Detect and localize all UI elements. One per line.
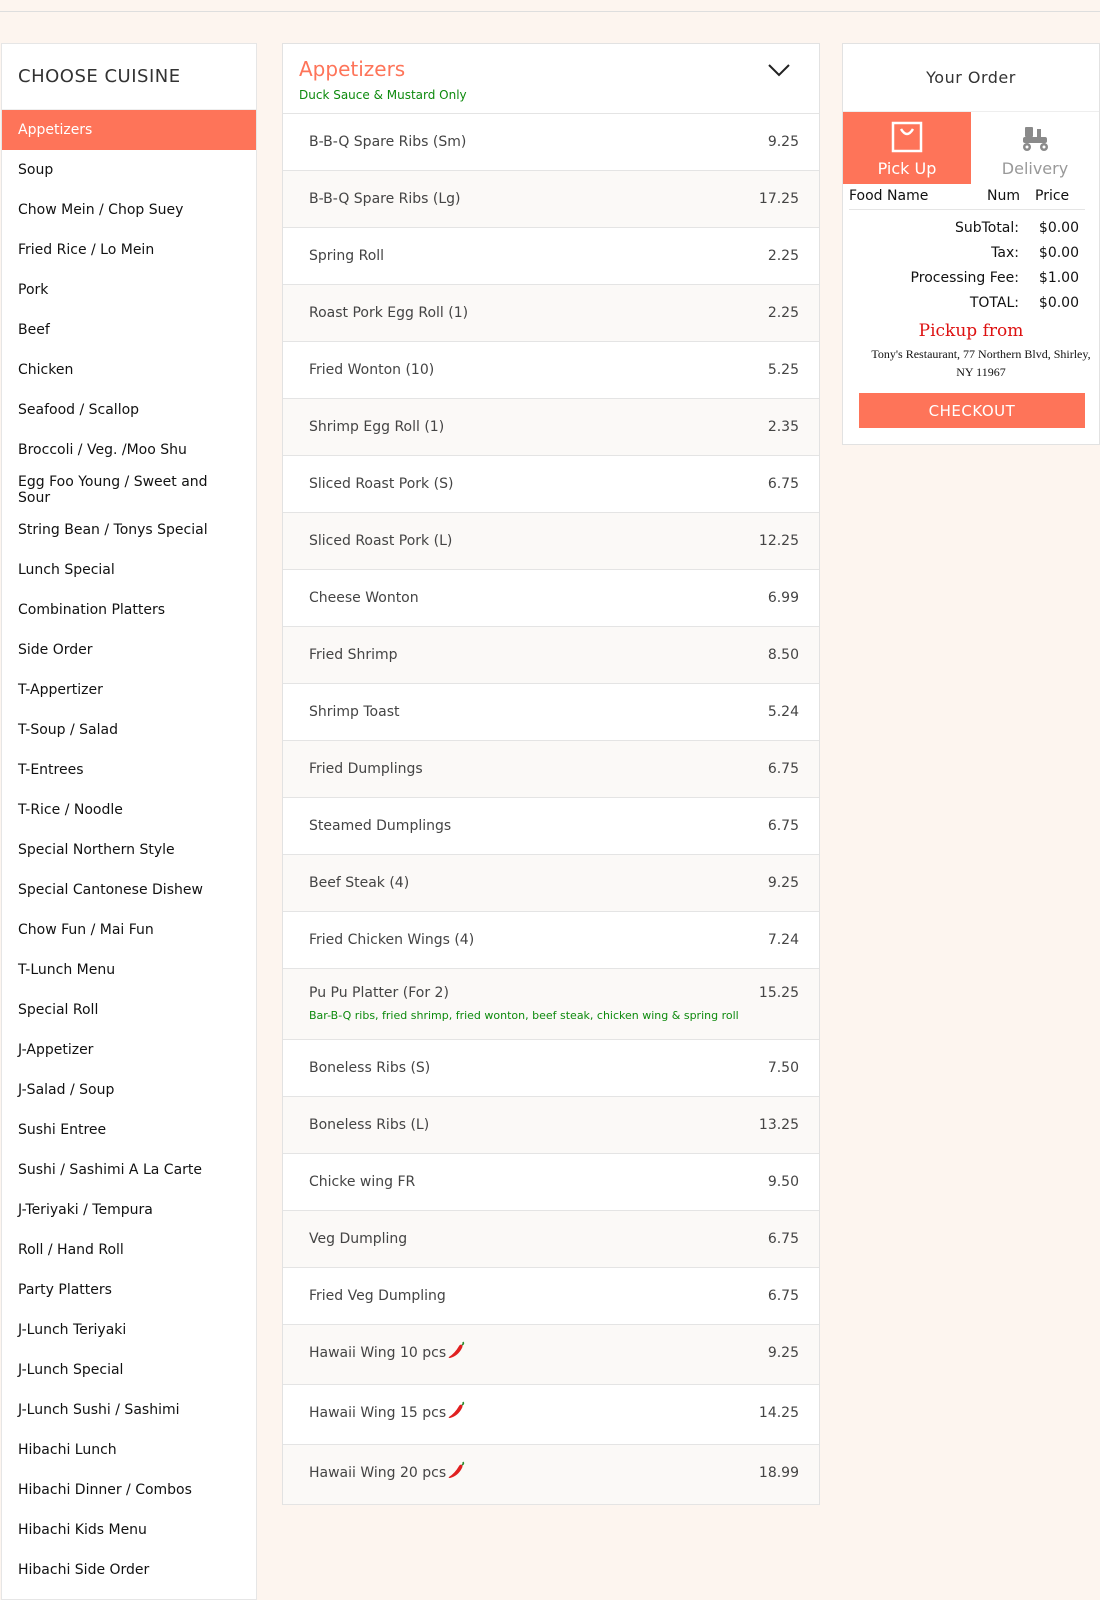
menu-item-row[interactable] [283,285,819,342]
menu-item-info [309,704,399,720]
menu-item-price: 6.75 [767,1231,799,1247]
menu-item-info [309,1288,446,1304]
menu-item-info [309,476,453,492]
sidebar-item[interactable]: Hibachi Dinner / Combos [18,1482,192,1498]
menu-item-name-wrap [309,533,452,549]
menu-item-row[interactable] [283,171,819,228]
menu-item-info [309,590,419,606]
menu-item-name: Fried Wonton (10) [309,362,435,378]
menu-item-price: 9.50 [767,1174,799,1190]
menu-item-row[interactable] [283,570,819,627]
price-header: Price [1035,188,1070,204]
cuisine-list [2,110,256,1590]
menu-item-name-wrap [309,818,451,834]
menu-item-price: 6.99 [767,590,799,606]
menu-item-info [309,1060,430,1076]
menu-item-info [309,1405,467,1421]
menu-item-row[interactable] [283,798,819,855]
menu-item-name: B-B-Q Spare Ribs (Lg) [309,191,461,207]
order-table-header [849,188,1085,210]
sidebar-item[interactable]: Hibachi Kids Menu [18,1522,147,1538]
menu-item-name: B-B-Q Spare Ribs (Sm) [309,134,467,150]
menu-item-name: Spring Roll [309,248,385,264]
order-total-row [843,290,1099,315]
sidebar-item[interactable]: Special Northern Style [18,842,175,858]
sidebar-item[interactable]: Appetizers [2,110,256,150]
sidebar-item[interactable]: T-Entrees [18,762,84,778]
menu-item-name: Fried Shrimp [309,647,398,663]
order-title: Your Order [843,44,1099,112]
menu-item-name-wrap [309,1288,446,1304]
menu-item-info [309,647,398,663]
menu-item-name: Hawaii Wing 15 pcs [309,1405,447,1421]
menu-item-name: Veg Dumpling [309,1231,408,1247]
menu-item-name-wrap [309,191,461,207]
menu-item-name-wrap [309,305,468,321]
sidebar-item[interactable]: Egg Foo Young / Sweet and Sour [18,474,208,506]
menu-item-name-wrap [309,1465,467,1481]
order-panel [842,43,1100,445]
menu-item-name-wrap [309,1231,407,1247]
chili-pepper-icon [447,1460,467,1480]
order-total-label: Processing Fee: [910,269,1019,286]
pickup-heading: Pickup from [918,321,1024,341]
checkout-button[interactable]: CHECKOUT [859,393,1085,428]
sidebar-item[interactable]: J-Lunch Sushi / Sashimi [18,1402,180,1418]
menu-item-name-wrap [309,1117,429,1133]
menu-item-name-wrap [309,1405,467,1421]
menu-item-name: Chicke wing FR [309,1174,416,1190]
menu-item-row[interactable] [283,1385,819,1445]
menu-item-info [309,932,474,948]
menu-item-price: 12.25 [758,533,799,549]
menu-item-name-wrap [309,1174,415,1190]
sidebar-item[interactable]: Lunch Special [18,562,115,578]
sidebar-item[interactable]: Roll / Hand Roll [18,1242,124,1258]
menu-item-price: 8.50 [767,647,799,663]
menu-item-name: Roast Pork Egg Roll (1) [309,305,469,321]
sidebar-item[interactable]: Hibachi Lunch [18,1442,117,1458]
sidebar-item[interactable]: J-Lunch Special [18,1362,124,1378]
order-mode-tabs [843,112,1099,184]
menu-item-description: Bar-B-Q ribs, fried shrimp, fried wonton, beef steak, chicken wing & spring roll [309,1009,739,1022]
sidebar-item[interactable]: Chow Mein / Chop Suey [18,202,184,218]
menu-item-list [283,114,819,1505]
menu-item-info [309,305,468,321]
menu-item-row[interactable] [283,1040,819,1097]
menu-item-name-wrap [309,875,409,891]
sidebar-item[interactable]: J-Salad / Soup [18,1082,115,1098]
menu-item-name: Boneless Ribs (L) [309,1117,430,1133]
menu-item-row[interactable] [283,228,819,285]
sidebar-item[interactable]: Sushi / Sashimi A La Carte [18,1162,203,1178]
chili-pepper-icon [447,1400,467,1420]
order-totals [843,215,1099,315]
menu-panel [282,43,820,1505]
sidebar-item[interactable]: Special Cantonese Dishew [18,882,203,898]
menu-item-price: 9.25 [767,875,799,891]
order-total-value: $0.00 [1038,244,1079,261]
menu-item-name-wrap [309,590,419,606]
menu-item-price: 6.75 [767,761,799,777]
menu-item-name-wrap [309,1060,430,1076]
menu-item-name: Shrimp Egg Roll (1) [309,419,445,435]
menu-item-name-wrap [309,134,466,150]
order-total-row [843,215,1099,240]
menu-item-name: Hawaii Wing 20 pcs [309,1465,447,1481]
menu-item-price: 9.25 [767,1345,799,1361]
sidebar-item[interactable]: Side Order [18,642,93,658]
menu-item-price: 2.25 [767,248,799,264]
menu-item-info [309,1231,407,1247]
sidebar-item[interactable]: String Bean / Tonys Special [18,522,208,538]
menu-item-row[interactable] [283,342,819,399]
menu-item-price: 9.25 [767,134,799,150]
menu-item-info [309,818,451,834]
menu-item-name-wrap [309,985,739,1001]
menu-item-price: 17.25 [758,191,799,207]
menu-item-info [309,533,452,549]
menu-item-name: Sliced Roast Pork (L) [309,533,453,549]
menu-item-price: 6.75 [767,818,799,834]
food-name-header: Food Name [849,188,929,204]
order-total-value: $1.00 [1038,269,1079,286]
order-total-value: $0.00 [1038,294,1079,311]
menu-item-name: Steamed Dumplings [309,818,452,834]
menu-item-info [309,875,409,891]
menu-item-name-wrap [309,932,474,948]
order-total-label: TOTAL: [969,294,1019,311]
menu-item-name-wrap [309,248,384,264]
sidebar-item[interactable]: Chicken [18,362,74,378]
menu-item-row[interactable] [283,1211,819,1268]
chili-pepper-icon [447,1340,467,1360]
menu-item-price: 14.25 [758,1405,799,1421]
menu-item-info [309,248,384,264]
sidebar-item[interactable]: Special Roll [18,1002,99,1018]
menu-item-row[interactable] [283,399,819,456]
menu-item-name: Sliced Roast Pork (S) [309,476,454,492]
menu-item-price: 7.50 [767,1060,799,1076]
menu-item-info [309,362,434,378]
menu-item-info [309,134,466,150]
menu-item-price: 7.24 [767,932,799,948]
menu-item-row[interactable] [283,912,819,969]
menu-item-price: 5.25 [767,362,799,378]
menu-item-name: Pu Pu Platter (For 2) [309,985,449,1001]
num-header: Num [987,188,1020,204]
menu-item-row[interactable] [283,741,819,798]
pickup-tab[interactable] [843,112,971,184]
delivery-tab-label: Delivery [1001,159,1069,178]
menu-category-note: Duck Sauce & Mustard Only [299,88,467,102]
menu-item-price: 2.35 [767,419,799,435]
menu-item-price: 2.25 [767,305,799,321]
menu-category-title: Appetizers [299,57,406,81]
menu-item-name-wrap [309,362,434,378]
sidebar-item[interactable]: J-Lunch Teriyaki [18,1322,127,1338]
menu-item-info [309,985,739,1022]
sidebar-item[interactable]: Soup [18,162,54,178]
menu-item-row[interactable] [283,513,819,570]
menu-item-name: Beef Steak (4) [309,875,410,891]
order-total-label: Tax: [991,244,1019,261]
sidebar-item[interactable]: J-Teriyaki / Tempura [18,1202,153,1218]
menu-item-info [309,1174,415,1190]
shopping-bag-icon [891,119,923,153]
menu-item-info [309,1345,467,1361]
delivery-tab[interactable] [971,112,1099,184]
menu-item-row[interactable] [283,1154,819,1211]
top-divider [0,11,1100,12]
menu-item-name: Fried Dumplings [309,761,423,777]
order-total-label: SubTotal: [954,219,1019,236]
menu-item-price: 6.75 [767,476,799,492]
menu-item-row[interactable] [283,627,819,684]
menu-item-info [309,191,461,207]
menu-item-name-wrap [309,704,399,720]
sidebar-title: CHOOSE CUISINE [2,44,256,110]
menu-item-name: Cheese Wonton [309,590,419,606]
menu-item-name: Boneless Ribs (S) [309,1060,431,1076]
menu-item-price: 13.25 [758,1117,799,1133]
menu-item-name: Fried Chicken Wings (4) [309,932,475,948]
order-total-row [843,240,1099,265]
menu-item-row[interactable] [283,855,819,912]
sidebar-item[interactable]: Fried Rice / Lo Mein [18,242,155,258]
menu-item-row[interactable] [283,1097,819,1154]
menu-header[interactable] [283,44,819,114]
chevron-down-icon[interactable] [767,60,791,80]
sidebar-item[interactable]: Combination Platters [18,602,166,618]
scooter-icon [1019,119,1051,153]
sidebar-item[interactable]: T-Appertizer [18,682,103,698]
sidebar-item[interactable]: Broccoli / Veg. /Moo Shu [18,442,187,458]
sidebar-item[interactable]: Sushi Entree [18,1122,107,1138]
menu-item-name-wrap [309,1345,467,1361]
menu-item-price: 6.75 [767,1288,799,1304]
menu-item-row[interactable] [283,1268,819,1325]
menu-item-row[interactable] [283,684,819,741]
order-total-row [843,265,1099,290]
sidebar-item[interactable]: J-Appetizer [18,1042,94,1058]
menu-item-info [309,761,423,777]
sidebar-item[interactable]: Chow Fun / Mai Fun [18,922,154,938]
cuisine-sidebar [1,43,257,1600]
menu-item-row[interactable] [283,969,819,1040]
menu-item-info [309,419,444,435]
menu-item-row[interactable] [283,1445,819,1505]
sidebar-item[interactable]: Party Platters [18,1282,112,1298]
menu-item-price: 15.25 [758,985,799,1001]
menu-item-price: 5.24 [767,704,799,720]
menu-item-row[interactable] [283,456,819,513]
menu-item-info [309,1117,429,1133]
menu-item-row[interactable] [283,114,819,171]
pickup-tab-label: Pick Up [877,159,937,178]
sidebar-item[interactable]: Seafood / Scallop [18,402,140,418]
menu-item-name-wrap [309,419,444,435]
menu-item-row[interactable] [283,1325,819,1385]
order-total-value: $0.00 [1038,219,1079,236]
pickup-address: Tony's Restaurant, 77 Northern Blvd, Shirley, NY 11967 [871,347,1091,379]
sidebar-item[interactable]: Pork [18,282,49,298]
menu-item-info [309,1465,467,1481]
menu-item-name-wrap [309,476,453,492]
sidebar-item[interactable]: T-Rice / Noodle [18,802,123,818]
menu-item-name: Fried Veg Dumpling [309,1288,446,1304]
menu-item-name-wrap [309,761,423,777]
menu-item-price: 18.99 [758,1465,799,1481]
menu-item-name-wrap [309,647,398,663]
sidebar-item[interactable]: Hibachi Side Order [18,1562,150,1578]
menu-item-name: Hawaii Wing 10 pcs [309,1345,447,1361]
sidebar-item[interactable]: T-Lunch Menu [18,962,116,978]
sidebar-item[interactable]: T-Soup / Salad [18,722,118,738]
menu-item-name: Shrimp Toast [309,704,400,720]
sidebar-item[interactable]: Beef [18,322,50,338]
